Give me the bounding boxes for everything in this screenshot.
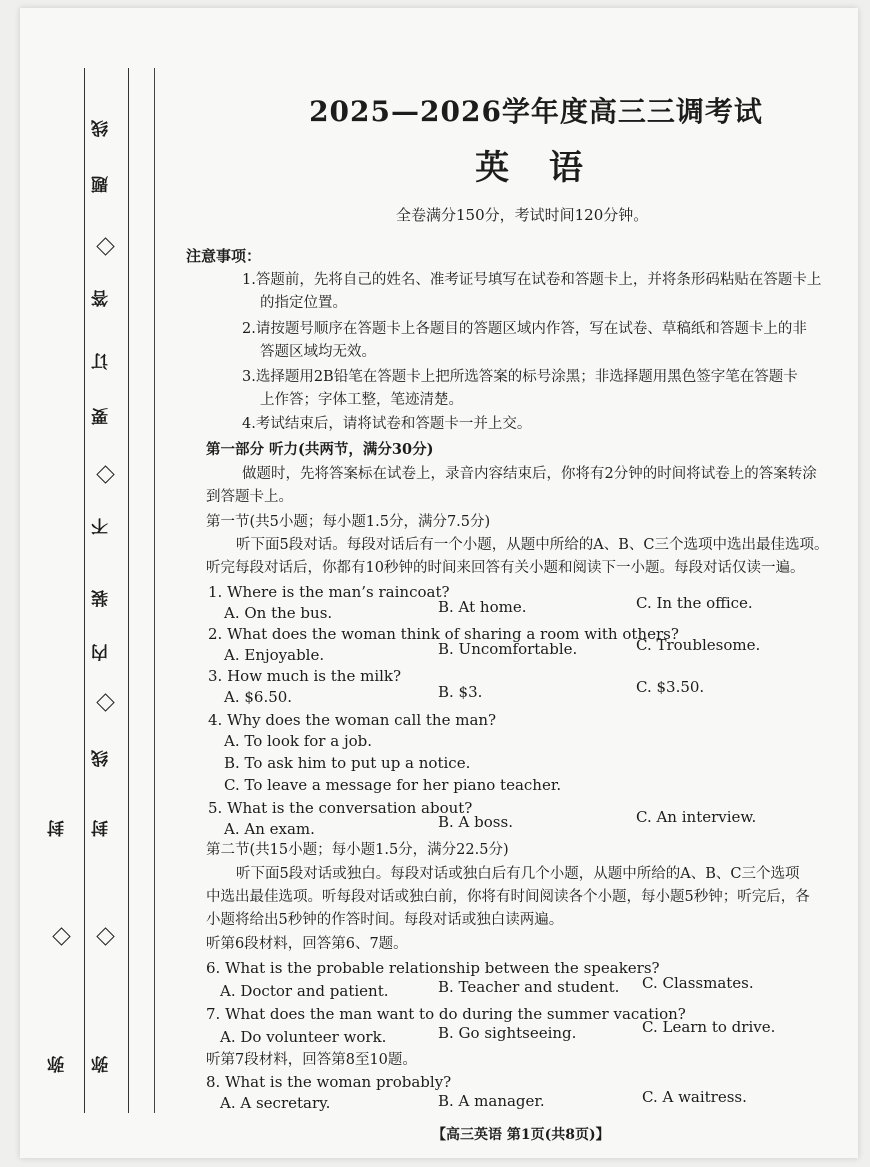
binding-char: 要 [92,408,112,425]
option-b: B. Uncomfortable. [438,640,578,658]
material-note: 听第6段材料，回答第6、7题。 [206,936,408,952]
notice-item: 答题区域均无效。 [260,344,376,360]
exam-title: 2025—2026学年度高三三调考试 [309,95,763,128]
question-stem: 2. What does the woman think of sharing a room with others? [208,625,679,643]
option-a: A. $6.50. [224,688,293,706]
section1-instruction: 听下面5段对话。每段对话后有一个小题，从题中所给的A、B、C三个选项中选出最佳选项。 [236,537,829,553]
question-stem: 4. Why does the woman call the man? [208,711,497,729]
option-c: C. Classmates. [642,974,754,992]
binding-char: 题 [92,176,112,193]
binding-char: 线 [92,120,112,137]
binding-char: 封 [92,820,112,837]
binding-char: 内 [92,644,112,661]
option-c: C. An interview. [636,808,757,826]
option-b: B. $3. [438,683,483,701]
notice-item: 上作答；字体工整，笔迹清楚。 [260,392,463,408]
binding-char: 不 [92,518,112,535]
notice-item: 4.考试结束后，请将试卷和答题卡一并上交。 [242,416,532,432]
diamond-icon [96,465,114,483]
option-c: C. In the office. [636,594,753,612]
notice-item: 的指定位置。 [260,295,347,311]
section2-heading: 第二节(共15小题；每小题1.5分，满分22.5分) [206,842,509,858]
question-stem: 7. What does the man want to do during the summer vacation? [206,1005,686,1023]
option-b: B. A manager. [438,1092,545,1110]
question-stem: 3. How much is the milk? [208,667,402,685]
option-c: C. To leave a message for her piano teacher. [224,776,562,794]
option-a: A. Enjoyable. [224,646,325,664]
notice-item: 2.请按题号顺序在答题卡上各题目的答题区域内作答，写在试卷、草稿纸和答题卡上的非 [242,321,807,337]
score-line: 全卷满分150分，考试时间120分钟。 [396,206,649,224]
binding-line-inner [154,68,155,1113]
binding-line-outer [84,68,85,1113]
option-b: B. At home. [438,598,527,616]
binding-char: 装 [92,590,112,607]
diamond-icon [96,693,114,711]
option-b: B. Go sightseeing. [438,1024,577,1042]
section2-instruction: 听下面5段对话或独白。每段对话或独白后有几个小题，从题中所给的A、B、C三个选项 [236,866,800,882]
question-stem: 5. What is the conversation about? [208,799,473,817]
option-c: C. $3.50. [636,678,705,696]
material-note: 听第7段材料，回答第8至10题。 [206,1052,417,1068]
question-stem: 6. What is the probable relationship between the speakers? [206,959,660,977]
part1-instruction: 到答题卡上。 [206,489,293,505]
notice-heading: 注意事项： [186,247,262,265]
question-stem: 8. What is the woman probably? [206,1073,452,1091]
question-stem: 1. Where is the man’s raincoat? [208,583,450,601]
option-a: A. Do volunteer work. [220,1028,387,1046]
binding-char: 封 [48,820,68,837]
binding-char: 订 [92,353,112,370]
option-a: A. On the bus. [224,604,333,622]
binding-char: 弥 [48,1056,68,1073]
option-c: C. Learn to drive. [642,1018,776,1036]
option-b: B. To ask him to put up a notice. [224,754,471,772]
part1-instruction: 做题时，先将答案标在试卷上，录音内容结束后，你将有2分钟的时间将试卷上的答案转涂 [242,466,817,482]
notice-item: 3.选择题用2B铅笔在答题卡上把所选答案的标号涂黑；非选择题用黑色签字笔在答题卡 [242,369,798,385]
section1-heading: 第一节(共5小题；每小题1.5分，满分7.5分) [206,514,491,530]
binding-char: 答 [92,290,112,307]
option-a: A. To look for a job. [224,732,373,750]
option-a: A. A secretary. [220,1094,331,1112]
binding-line-middle [128,68,129,1113]
binding-char: 弥 [92,1056,112,1073]
diamond-icon [96,927,114,945]
option-c: C. A waitress. [642,1088,747,1106]
section2-instruction: 中选出最佳选项。听每段对话或独白前，你将有时间阅读各个小题，每小题5秒钟；听完后，各 [206,889,810,905]
diamond-icon [52,927,70,945]
page-footer: 【高三英语 第1页(共8页)】 [432,1127,610,1143]
option-a: A. Doctor and patient. [220,982,389,1000]
option-b: B. Teacher and student. [438,978,620,996]
subject-title: 英 语 [475,148,597,188]
notice-item: 1.答题前，先将自己的姓名、准考证号填写在试卷和答题卡上，并将条形码粘贴在答题卡上 [242,272,822,288]
section1-instruction: 听完每段对话后，你都有10秒钟的时间来回答有关小题和阅读下一小题。每段对话仅读一遍。 [206,560,805,576]
exam-page [20,8,858,1158]
binding-char: 线 [92,750,112,767]
option-a: A. An exam. [224,820,315,838]
section2-instruction: 小题将给出5秒钟的作答时间。每段对话或独白读两遍。 [206,912,564,928]
option-b: B. A boss. [438,813,513,831]
option-c: C. Troublesome. [636,636,761,654]
part1-heading: 第一部分 听力(共两节，满分30分) [206,441,434,458]
diamond-icon [96,237,114,255]
